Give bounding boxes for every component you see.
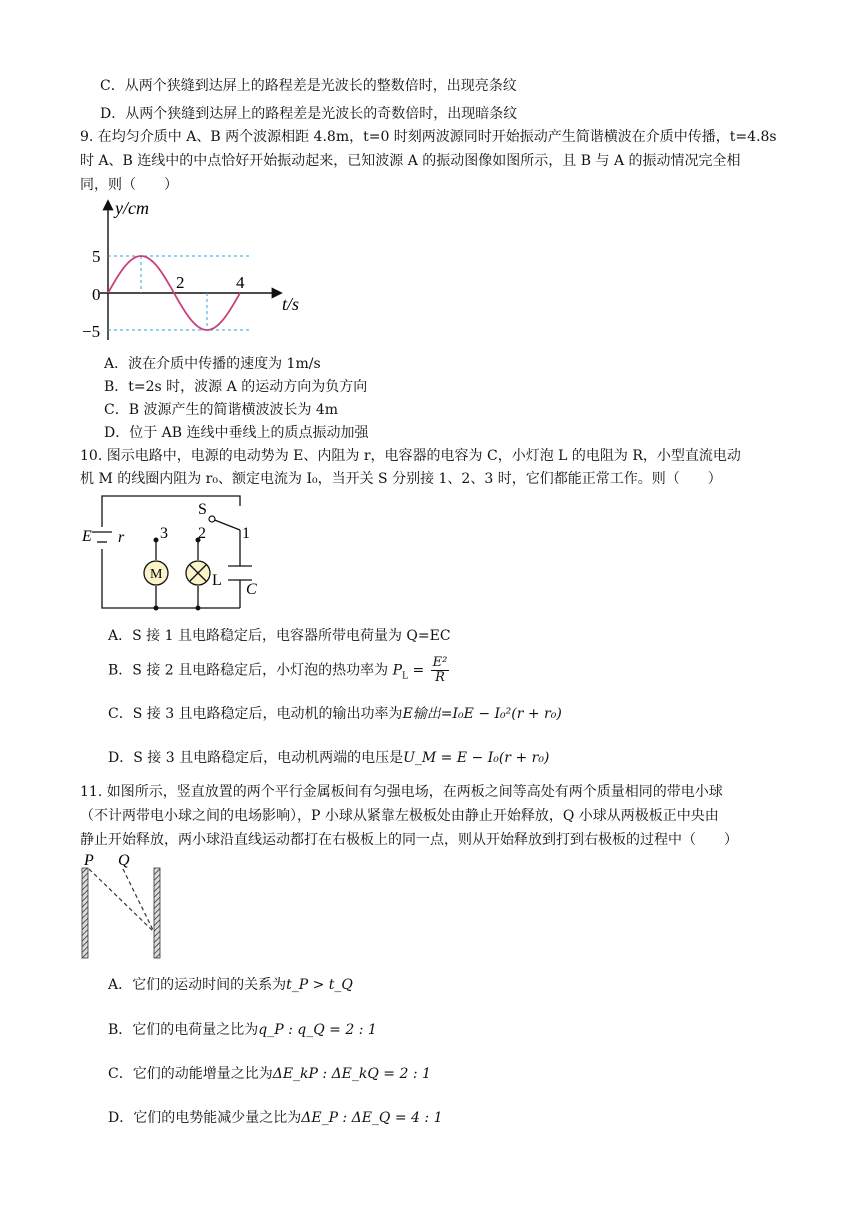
label-L: L (212, 572, 222, 589)
q9-stem-line1: 9. 在均匀介质中 A、B 两个波源相距 4.8m，t=0 时刻两波源同时开始振动产生简谐横波在介质中传播，t=4.8s (80, 129, 777, 145)
q11-option-b-math: q_P : q_Q = 2 : 1 (258, 1022, 377, 1038)
q11-option-a (108, 975, 353, 995)
q11-stem-line3: 静止开始释放，两小球沿直线运动都打在右极板上的同一点，则从开始释放到打到右极板的过程中（ ） (80, 832, 738, 848)
label-C: C (246, 581, 257, 598)
q10-option-d-text: D．S 接 3 且电路稳定后，电动机两端的电压是 (108, 750, 404, 766)
q9-option-d: D．位于 AB 连线中垂线上的质点振动加强 (104, 425, 369, 441)
y-axis-label: y/cm (115, 198, 149, 218)
q11-plates-figure (80, 852, 170, 960)
q10-stem-line1: 10. 图示电路中，电源的电动势为 E、内阻为 r，电容器的电容为 C，小灯泡 L 的电阻为 R，小型直流电动 (80, 448, 741, 464)
x-axis-label: t/s (282, 294, 300, 314)
q9-option-a: A．波在介质中传播的速度为 1m/s (104, 356, 321, 372)
label-r: r (118, 529, 125, 546)
label-M: M (150, 567, 163, 582)
x-tick-4: 4 (236, 273, 245, 292)
q11-option-d-math: ΔE_P : ΔE_Q = 4 : 1 (301, 1110, 443, 1126)
q10-stem-line2: 机 M 的线圈内阻为 r₀、额定电流为 I₀，当开关 S 分别接 1、2、3 时，它们都能正常工作。则（ ） (80, 471, 722, 487)
q9-stem-line3: 同，则（ ） (80, 177, 178, 193)
label-P: P (84, 852, 94, 869)
prev-option-c: C．从两个狭缝到达屏上的路程差是光波长的整数倍时，出现亮条纹 (100, 78, 517, 94)
label-E: E (82, 528, 92, 545)
y-tick-0: 0 (92, 285, 101, 304)
q11-option-c-text: C．它们的动能增量之比为 (108, 1066, 273, 1082)
q11-option-c-math: ΔE_kP : ΔE_kQ = 2 : 1 (272, 1066, 431, 1082)
q10-option-c (108, 704, 562, 724)
q11-option-a-text: A．它们的运动时间的关系为 (108, 977, 287, 993)
q10-option-d-math: U_M = E − I₀(r + r₀) (403, 750, 550, 766)
q10-option-b-lhs: P (392, 662, 403, 679)
q10-option-b-fraction (431, 656, 450, 685)
q10-option-b-eq: = (412, 662, 425, 679)
left-plate (82, 868, 88, 958)
q10-option-a: A．S 接 1 且电路稳定后，电容器所带电荷量为 Q=EC (108, 628, 451, 644)
q10-option-d (108, 748, 549, 768)
label-S: S (198, 501, 207, 518)
right-plate (154, 868, 160, 958)
y-tick-5: 5 (92, 247, 101, 266)
q11-option-c (108, 1064, 431, 1084)
q11-option-d-text: D．它们的电势能减少量之比为 (108, 1110, 302, 1126)
fraction-numerator: E² (432, 655, 448, 670)
q10-option-c-math: E输出=I₀E − I₀²(r + r₀) (402, 706, 562, 722)
fraction-denominator: R (435, 670, 445, 685)
label-2: 2 (198, 525, 206, 542)
path-P (89, 869, 154, 932)
label-3: 3 (160, 525, 168, 542)
q10-option-b-sub: L (402, 671, 408, 682)
q10-option-b (108, 656, 449, 686)
q11-stem-line2: （不计两带电小球之间的电场影响），P 小球从紧靠左极板处由静止开始释放，Q 小球从两极板正中央由 (80, 808, 719, 824)
label-1: 1 (242, 525, 250, 542)
q11-stem-line1: 11. 如图所示，竖直放置的两个平行金属板间有匀强电场，在两板之间等高处有两个质量相同的带电小球 (80, 784, 723, 800)
q11-option-b (108, 1020, 377, 1040)
q11-option-b-text: B．它们的电荷量之比为 (108, 1022, 259, 1038)
q11-option-d (108, 1108, 442, 1128)
q11-option-a-math: t_P > t_Q (286, 977, 353, 993)
x-tick-2: 2 (176, 273, 185, 292)
q10-circuit-diagram (80, 494, 280, 616)
label-Q: Q (118, 852, 130, 869)
q9-vibration-graph (82, 196, 322, 346)
path-Q (123, 869, 154, 932)
q10-option-c-text: C．S 接 3 且电路稳定后，电动机的输出功率为 (108, 706, 403, 722)
q9-option-b: B．t=2s 时，波源 A 的运动方向为负方向 (104, 379, 368, 395)
q10-option-b-text: B．S 接 2 且电路稳定后，小灯泡的热功率为 (108, 662, 389, 679)
y-tick-neg5: −5 (82, 322, 101, 341)
prev-option-d: D．从两个狭缝到达屏上的路程差是光波长的奇数倍时，出现暗条纹 (100, 106, 518, 122)
q9-stem-line2: 时 A、B 连线中的中点恰好开始振动起来，已知波源 A 的振动图像如图所示，且 B 与 A 的振动情况完全相 (80, 153, 741, 169)
q9-option-c: C．B 波源产生的简谐横波波长为 4m (104, 402, 339, 418)
